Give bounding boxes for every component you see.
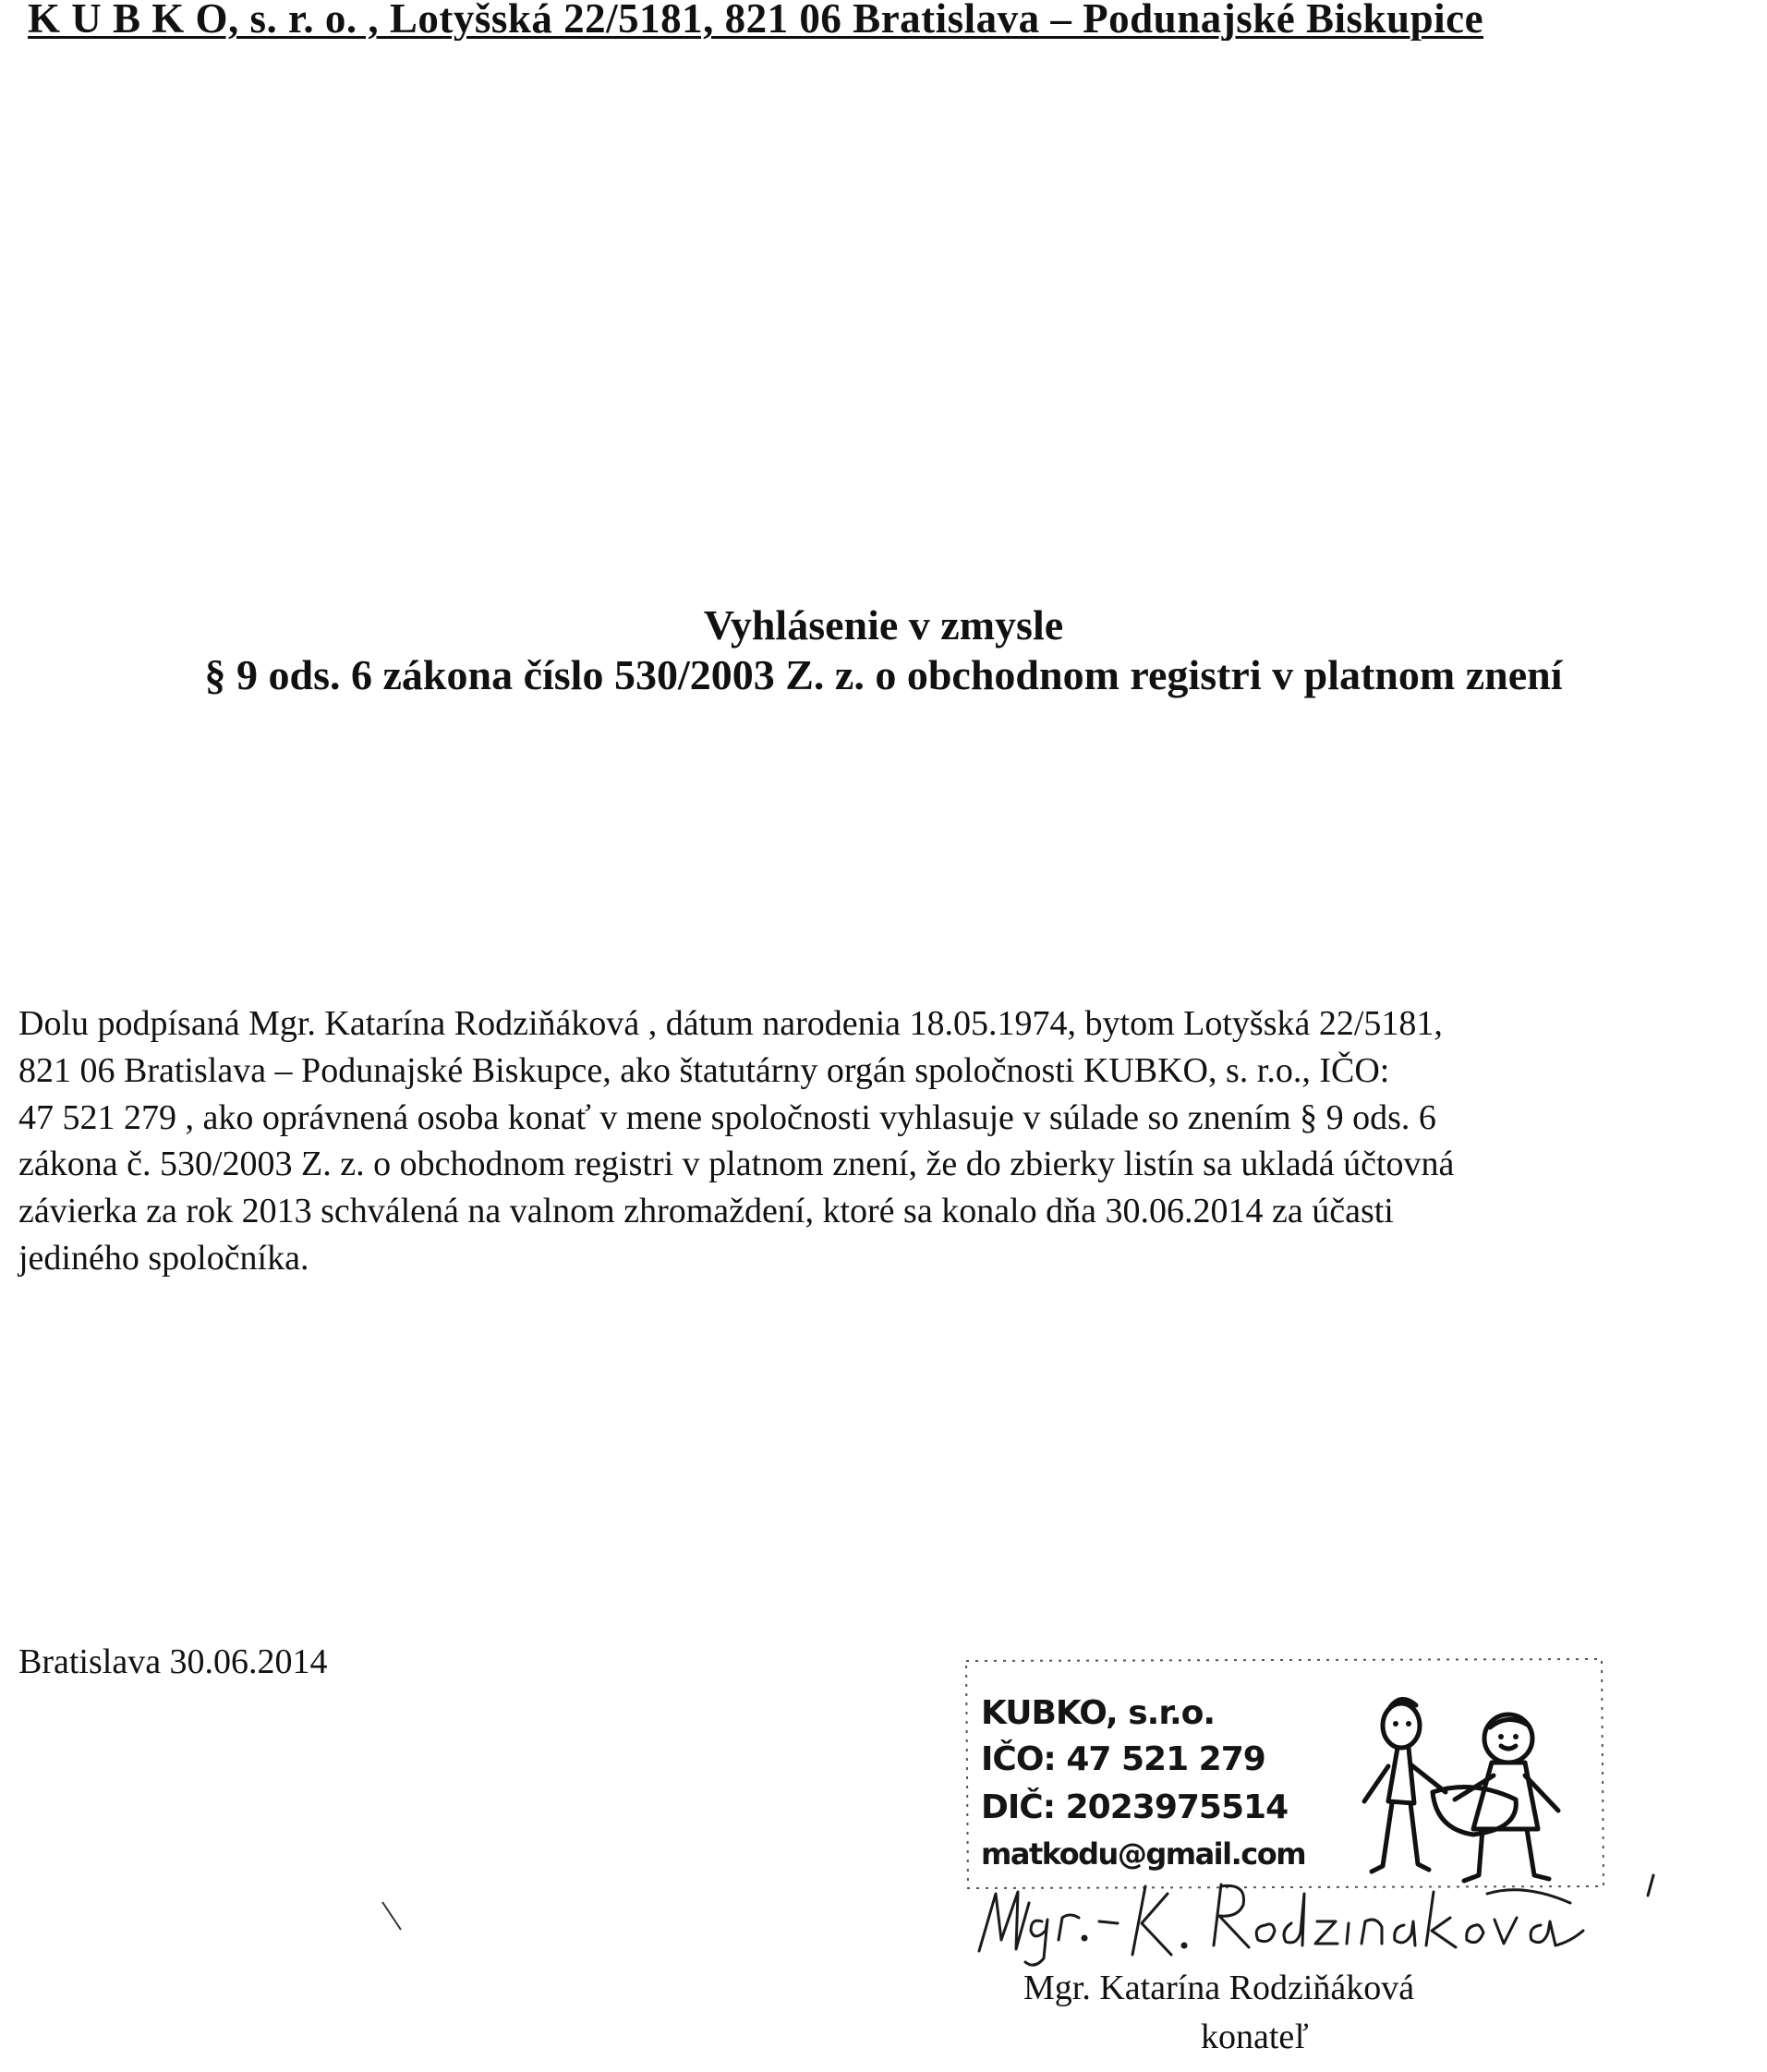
stray-pen-mark-icon <box>379 1898 406 1935</box>
body-line: jediného spoločníka. <box>18 1239 309 1278</box>
signature-icon <box>970 1866 1690 1977</box>
body-line: závierka za rok 2013 schválená na valnom zhromaždení, ktoré sa konalo dňa 30.06.2014 za účasti <box>18 1192 1394 1230</box>
body-line: 821 06 Bratislava – Podunajské Biskupce, ako štatutárny orgán spoločnosti KUBKO, s. r.o., IČO: <box>18 1051 1390 1090</box>
stamp-ico: IČO: 47 521 279 <box>981 1740 1265 1778</box>
handwritten-signature <box>970 1866 1690 1977</box>
company-stamp <box>961 1654 1607 1894</box>
signer-role: konateľ <box>1201 2017 1309 2056</box>
document-subtitle: § 9 ods. 6 zákona číslo 530/2003 Z. z. o obchodnom registri v platnom znení <box>204 651 1563 698</box>
place-and-date: Bratislava 30.06.2014 <box>18 1642 328 1681</box>
company-header: K U B K O, s. r. o. , Lotyšská 22/5181, 821 06 Bratislava – Podunajské Biskupice <box>28 0 1484 41</box>
stamp-dic: DIČ: 2023975514 <box>981 1788 1289 1826</box>
body-line: Dolu podpísaná Mgr. Katarína Rodziňáková , dátum narodenia 18.05.1974, bytom Lotyšská 22/5181, <box>18 1004 1443 1043</box>
stamp-email: matkodu@gmail.com <box>981 1836 1306 1872</box>
signer-name: Mgr. Katarína Rodziňáková <box>1023 1969 1415 2007</box>
stamp-company-name: KUBKO, s.r.o. <box>981 1694 1216 1732</box>
stamp-logo-figures-icon <box>1344 1690 1584 1889</box>
document-title: Vyhlásenie v zmysle <box>703 601 1064 648</box>
body-line: 47 521 279 , ako oprávnená osoba konať v mene spoločnosti vyhlasuje v súlade so znením § 9 ods. 6 <box>18 1098 1436 1137</box>
body-line: zákona č. 530/2003 Z. z. o obchodnom registri v platnom znení, že do zbierky listín sa ukladá účtovná <box>18 1145 1455 1183</box>
